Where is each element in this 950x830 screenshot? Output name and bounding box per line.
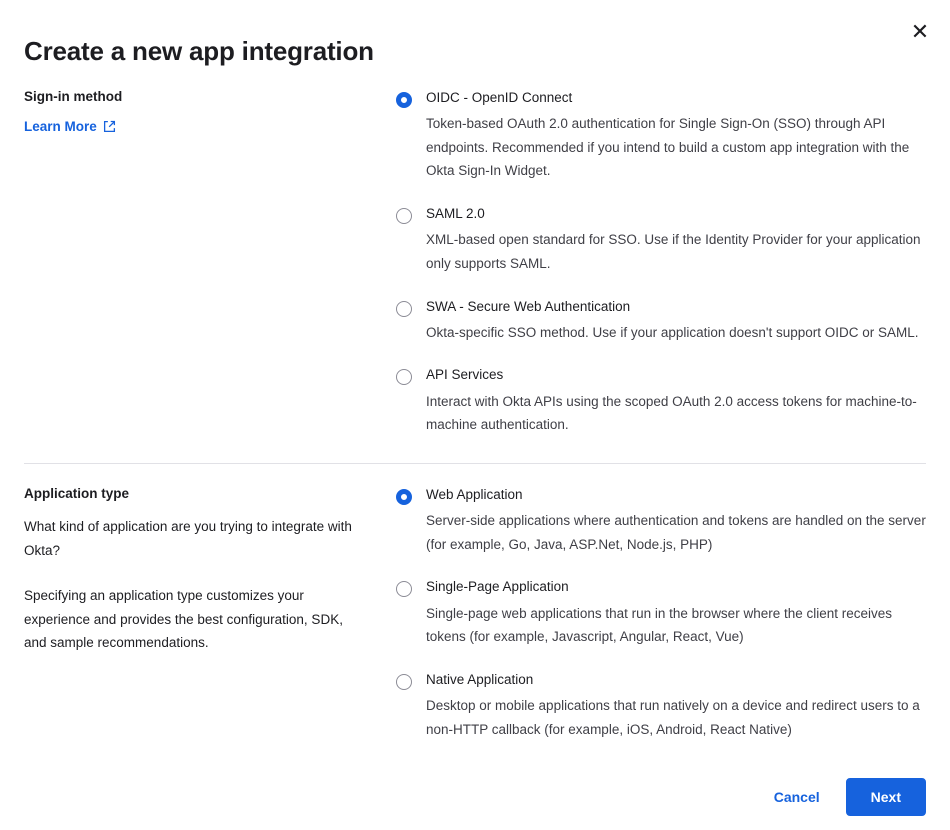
- radio-title: SAML 2.0: [426, 206, 485, 222]
- radio-option-oidc[interactable]: [396, 89, 926, 183]
- radio-body: [426, 486, 926, 556]
- radio-indicator[interactable]: [396, 489, 412, 505]
- dialog-footer: [0, 764, 950, 830]
- application-type-left: [24, 464, 396, 741]
- radio-indicator[interactable]: [396, 208, 412, 224]
- radio-option-swa[interactable]: [396, 298, 926, 345]
- radio-indicator[interactable]: [396, 674, 412, 690]
- radio-description: Token-based OAuth 2.0 authentication for Single Sign-On (SSO) through API endpoints. Recommended if you intend to build a custom app integration with the Okta Sign-In Widget.: [426, 116, 910, 179]
- radio-body: [426, 89, 926, 183]
- application-type-label: Application type: [24, 485, 130, 501]
- close-icon[interactable]: ✕: [904, 16, 936, 48]
- next-button[interactable]: Next: [846, 778, 926, 816]
- radio-title: Single-Page Application: [426, 579, 569, 595]
- application-type-section: [0, 464, 950, 741]
- radio-title: SWA - Secure Web Authentication: [426, 298, 631, 314]
- radio-body: [426, 578, 926, 648]
- radio-description: Single-page web applications that run in the browser where the client receives tokens (for example, Javascript, Angular, React, Vue): [426, 605, 893, 645]
- application-type-help-1: What kind of application are you trying to integrate with Okta?: [24, 518, 352, 558]
- radio-option-api-services[interactable]: [396, 366, 926, 436]
- cancel-button[interactable]: Cancel: [768, 781, 826, 813]
- page-title: Create a new app integration: [24, 36, 374, 66]
- radio-option-native-application[interactable]: [396, 671, 926, 741]
- radio-body: [426, 366, 926, 436]
- learn-more-label: Learn More: [24, 119, 97, 134]
- radio-title: Web Application: [426, 486, 523, 502]
- radio-body: [426, 298, 926, 345]
- sign-in-method-label: Sign-in method: [24, 89, 123, 104]
- radio-title: OIDC - OpenID Connect: [426, 90, 573, 105]
- radio-title: API Services: [426, 367, 504, 383]
- sign-in-method-section: [0, 67, 950, 437]
- radio-indicator[interactable]: [396, 369, 412, 385]
- radio-description: Desktop or mobile applications that run natively on a device and redirect users to a non-HTTP callback (for example, iOS, Android, React Native): [426, 698, 920, 737]
- radio-option-saml[interactable]: [396, 205, 926, 275]
- sign-in-method-left: [24, 67, 396, 437]
- radio-option-single-page-application[interactable]: [396, 578, 926, 648]
- application-type-options: [396, 464, 926, 741]
- radio-description: Interact with Okta APIs using the scoped OAuth 2.0 access tokens for machine-to-machine authentication.: [426, 393, 917, 433]
- radio-description: XML-based open standard for SSO. Use if the Identity Provider for your application only supports SAML.: [426, 232, 921, 271]
- radio-title: Native Application: [426, 671, 534, 687]
- radio-indicator[interactable]: [396, 92, 412, 108]
- learn-more-link[interactable]: [24, 119, 116, 134]
- radio-description: Server-side applications where authentication and tokens are handled on the server (for example, Go, Java, ASP.Net, Node.js, PHP): [426, 513, 926, 552]
- radio-indicator[interactable]: [396, 581, 412, 597]
- radio-body: [426, 671, 926, 741]
- radio-indicator[interactable]: [396, 301, 412, 317]
- sign-in-method-options: [396, 67, 926, 437]
- radio-description: Okta-specific SSO method. Use if your application doesn't support OIDC or SAML.: [426, 324, 919, 340]
- application-type-help-2: Specifying an application type customizes your experience and provides the best configuration, SDK, and sample recommendations.: [24, 588, 343, 651]
- external-link-icon: [103, 120, 116, 133]
- radio-body: [426, 205, 926, 275]
- radio-option-web-application[interactable]: [396, 486, 926, 556]
